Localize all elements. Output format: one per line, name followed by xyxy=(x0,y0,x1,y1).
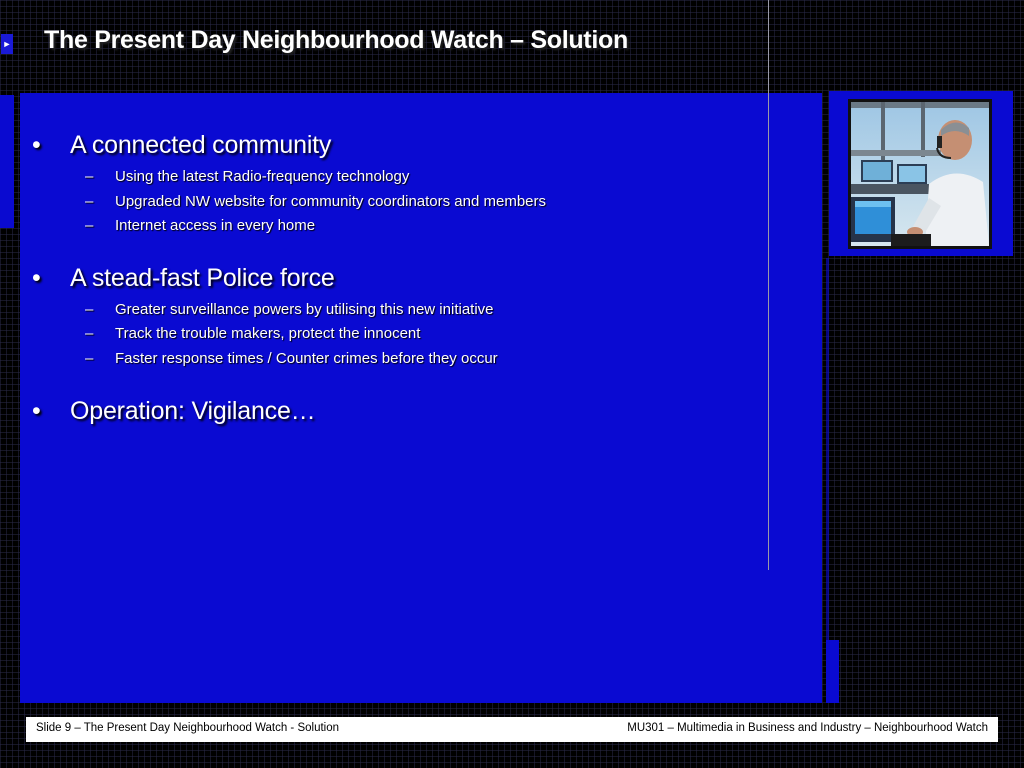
sub-bullet-text: Track the trouble makers, protect the innocent xyxy=(115,325,421,342)
dash-glyph: – xyxy=(85,349,94,367)
footer-bar xyxy=(26,717,998,742)
sub-bullet-text: Internet access in every home xyxy=(115,217,316,234)
dash-glyph: – xyxy=(85,192,94,210)
bullet-glyph: • xyxy=(32,397,41,425)
sub-bullet-item xyxy=(32,214,812,239)
bullet-item xyxy=(32,264,812,372)
sub-bullet-item xyxy=(32,298,812,323)
dash-glyph: – xyxy=(85,168,94,185)
sub-bullet-text: Faster response times / Counter crimes before they occur xyxy=(115,349,498,367)
bullet-item xyxy=(32,131,812,239)
sub-bullet-text: Greater surveillance powers by utilising this new initiative xyxy=(115,300,494,318)
dash-glyph: – xyxy=(85,300,94,318)
decorative-bar xyxy=(826,258,829,703)
content-panel xyxy=(20,93,822,703)
sub-bullet-text: Using the latest Radio-frequency technology xyxy=(115,168,410,185)
bullet-item xyxy=(32,397,812,426)
bullet-glyph: • xyxy=(32,263,41,292)
bullet-text: Operation: Vigilance… xyxy=(70,397,316,425)
dash-glyph: – xyxy=(85,217,94,234)
decorative-strip xyxy=(0,95,14,228)
operator-photo xyxy=(848,99,992,249)
sub-bullet-list xyxy=(32,165,812,239)
bullet-text: A stead-fast Police force xyxy=(70,263,335,292)
sub-bullet-item xyxy=(32,322,812,347)
sub-bullet-text: Upgraded NW website for community coordinators and members xyxy=(115,192,547,210)
sub-bullet-item xyxy=(32,347,812,372)
sub-bullet-item xyxy=(32,165,812,190)
title-marker-icon: ► xyxy=(1,34,13,54)
sub-bullet-item xyxy=(32,190,812,215)
footer-course-label: MU301 – Multimedia in Business and Industry – Neighbourhood Watch xyxy=(627,722,988,734)
divider-line xyxy=(768,0,769,570)
sub-bullet-list xyxy=(32,298,812,372)
bullet-row xyxy=(32,264,812,293)
bullet-list xyxy=(32,131,812,426)
photo-frame xyxy=(829,91,1013,256)
slide-title: The Present Day Neighbourhood Watch – Solution xyxy=(44,26,628,54)
bullet-row xyxy=(32,397,812,426)
footer-slide-label: Slide 9 – The Present Day Neighbourhood Watch - Solution xyxy=(36,722,340,734)
bullet-glyph: • xyxy=(32,131,41,159)
bullet-text: A connected community xyxy=(70,131,332,159)
dash-glyph: – xyxy=(85,325,94,342)
bullet-row xyxy=(32,131,812,160)
decorative-block xyxy=(826,640,839,703)
